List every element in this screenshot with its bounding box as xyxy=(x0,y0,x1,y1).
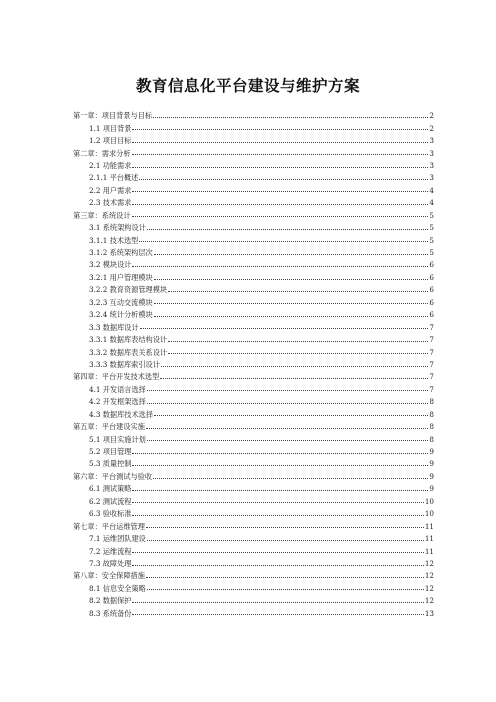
toc-dot-leader xyxy=(153,117,428,118)
toc-entry[interactable] xyxy=(73,542,434,554)
toc-entry[interactable] xyxy=(73,567,434,579)
toc-entry-page-number: 9 xyxy=(429,459,434,469)
toc-dot-leader xyxy=(132,490,428,491)
toc-entry-page-number: 12 xyxy=(424,596,434,606)
table-of-contents xyxy=(73,107,434,617)
toc-dot-leader xyxy=(132,552,423,553)
toc-dot-leader xyxy=(154,415,428,416)
toc-dot-leader xyxy=(132,465,428,466)
toc-entry[interactable] xyxy=(73,306,434,318)
toc-entry-page-number: 9 xyxy=(429,471,434,481)
toc-dot-leader xyxy=(147,390,429,391)
toc-dot-leader xyxy=(132,142,428,143)
toc-entry-label: 4.1 开发语言选择 xyxy=(89,384,146,394)
toc-dot-leader xyxy=(132,614,423,615)
toc-entry-page-number: 5 xyxy=(429,210,434,220)
toc-entry[interactable] xyxy=(73,530,434,542)
toc-entry-page-number: 6 xyxy=(429,297,434,307)
toc-entry-page-number: 7 xyxy=(429,372,434,382)
toc-entry-label: 8.3 系统备份 xyxy=(89,608,132,618)
toc-entry-label: 8.1 信息安全策略 xyxy=(89,583,146,593)
toc-entry[interactable] xyxy=(73,231,434,243)
toc-entry-page-number: 7 xyxy=(429,359,434,369)
toc-entry-label: 3.1.2 系统架构层次 xyxy=(89,248,153,258)
toc-entry[interactable] xyxy=(73,132,434,144)
toc-entry[interactable] xyxy=(73,592,434,604)
toc-entry-label: 4.2 开发框架选择 xyxy=(89,397,146,407)
toc-dot-leader xyxy=(154,254,429,255)
toc-entry-label: 3.3 数据库设计 xyxy=(89,322,139,332)
toc-dot-leader xyxy=(147,540,424,541)
toc-entry-page-number: 6 xyxy=(429,260,434,270)
toc-entry-page-number: 7 xyxy=(429,347,434,357)
toc-dot-leader xyxy=(132,453,428,454)
toc-entry[interactable] xyxy=(73,555,434,567)
toc-entry-page-number: 3 xyxy=(429,173,434,183)
toc-entry-label: 5.1 项目实施计划 xyxy=(89,434,146,444)
toc-entry-label: 第五章：平台建设实施 xyxy=(73,422,145,432)
toc-entry[interactable] xyxy=(73,381,434,393)
toc-entry-page-number: 11 xyxy=(424,521,434,531)
toc-entry-page-number: 3 xyxy=(429,148,434,158)
toc-entry[interactable] xyxy=(73,356,434,368)
toc-entry[interactable] xyxy=(73,418,434,430)
toc-dot-leader xyxy=(132,565,423,566)
toc-dot-leader xyxy=(146,527,424,528)
toc-entry[interactable] xyxy=(73,256,434,268)
toc-entry-label: 3.2.4 统计分析模块 xyxy=(89,310,153,320)
toc-entry[interactable] xyxy=(73,107,434,119)
toc-entry-label: 2.1.1 平台概述 xyxy=(89,173,139,183)
toc-entry-page-number: 3 xyxy=(429,136,434,146)
toc-entry-label: 7.3 故障处理 xyxy=(89,558,132,568)
toc-entry[interactable] xyxy=(73,580,434,592)
toc-entry-label: 第二章：需求分析 xyxy=(73,148,131,158)
toc-entry-page-number: 12 xyxy=(424,571,434,581)
toc-dot-leader xyxy=(160,378,428,379)
toc-entry-label: 第七章：平台运维管理 xyxy=(73,521,145,531)
toc-entry-label: 5.3 质量控制 xyxy=(89,459,132,469)
toc-dot-leader xyxy=(139,179,428,180)
toc-entry-page-number: 7 xyxy=(429,322,434,332)
toc-entry[interactable] xyxy=(73,480,434,492)
toc-entry[interactable] xyxy=(73,269,434,281)
toc-entry[interactable] xyxy=(73,343,434,355)
toc-entry-page-number: 4 xyxy=(429,198,434,208)
toc-dot-leader xyxy=(147,440,429,441)
toc-entry-label: 3.3.3 数据库索引设计 xyxy=(89,359,160,369)
toc-entry[interactable] xyxy=(73,144,434,156)
toc-entry-page-number: 2 xyxy=(429,111,434,121)
toc-entry-page-number: 6 xyxy=(429,285,434,295)
toc-entry-page-number: 12 xyxy=(424,558,434,568)
toc-entry[interactable] xyxy=(73,207,434,219)
toc-dot-leader xyxy=(168,291,428,292)
toc-entry[interactable] xyxy=(73,157,434,169)
toc-dot-leader xyxy=(147,589,424,590)
toc-entry[interactable] xyxy=(73,169,434,181)
toc-entry-label: 第四章：平台开发技术选型 xyxy=(73,372,160,382)
toc-entry-label: 1.2 项目目标 xyxy=(89,136,132,146)
toc-entry[interactable] xyxy=(73,368,434,380)
toc-entry[interactable] xyxy=(73,455,434,467)
toc-entry-page-number: 5 xyxy=(429,235,434,245)
toc-entry-label: 4.3 数据库技术选择 xyxy=(89,409,154,419)
toc-entry-page-number: 10 xyxy=(424,509,434,519)
toc-entry-label: 1.1 项目背景 xyxy=(89,123,132,133)
toc-entry-page-number: 5 xyxy=(429,223,434,233)
toc-entry-label: 6.3 验收标准 xyxy=(89,509,132,519)
toc-entry[interactable] xyxy=(73,517,434,529)
toc-entry-label: 第三章：系统设计 xyxy=(73,210,131,220)
toc-entry[interactable] xyxy=(73,331,434,343)
toc-entry-page-number: 6 xyxy=(429,310,434,320)
toc-dot-leader xyxy=(146,577,424,578)
toc-dot-leader xyxy=(147,229,429,230)
toc-entry-label: 3.2.2 教育资源管理模块 xyxy=(89,285,168,295)
toc-dot-leader xyxy=(168,341,428,342)
toc-entry[interactable] xyxy=(73,430,434,442)
toc-entry-page-number: 13 xyxy=(424,608,434,618)
toc-entry-label: 7.1 运维团队建设 xyxy=(89,534,146,544)
toc-entry-label: 3.1 系统架构设计 xyxy=(89,223,146,233)
toc-dot-leader xyxy=(153,478,428,479)
toc-entry[interactable] xyxy=(73,393,434,405)
toc-entry[interactable] xyxy=(73,294,434,306)
toc-entry-page-number: 5 xyxy=(429,248,434,258)
toc-dot-leader xyxy=(132,602,423,603)
toc-entry-page-number: 2 xyxy=(429,123,434,133)
toc-dot-leader xyxy=(139,241,428,242)
toc-entry[interactable] xyxy=(73,493,434,505)
toc-dot-leader xyxy=(147,403,429,404)
toc-dot-leader xyxy=(146,428,429,429)
toc-entry-label: 6.1 测试策略 xyxy=(89,484,132,494)
toc-entry[interactable] xyxy=(73,244,434,256)
toc-dot-leader xyxy=(132,266,428,267)
toc-dot-leader xyxy=(140,328,429,329)
toc-entry-label: 2.1 功能需求 xyxy=(89,160,132,170)
toc-dot-leader xyxy=(132,515,423,516)
toc-entry[interactable] xyxy=(73,182,434,194)
toc-entry-label: 3.1.1 技术选型 xyxy=(89,235,139,245)
toc-entry-label: 7.2 运维流程 xyxy=(89,546,132,556)
toc-entry[interactable] xyxy=(73,281,434,293)
toc-entry[interactable] xyxy=(73,443,434,455)
toc-entry-page-number: 8 xyxy=(429,397,434,407)
toc-entry-page-number: 8 xyxy=(429,409,434,419)
toc-entry[interactable] xyxy=(73,194,434,206)
toc-entry-page-number: 7 xyxy=(429,384,434,394)
toc-entry-page-number: 11 xyxy=(424,534,434,544)
toc-dot-leader xyxy=(132,154,429,155)
toc-dot-leader xyxy=(132,204,428,205)
toc-entry-page-number: 10 xyxy=(424,496,434,506)
toc-dot-leader xyxy=(154,303,429,304)
toc-entry-page-number: 3 xyxy=(429,160,434,170)
toc-entry-page-number: 9 xyxy=(429,484,434,494)
toc-entry-label: 3.2.3 互动交流模块 xyxy=(89,297,153,307)
toc-entry-label: 2.2 用户需求 xyxy=(89,185,132,195)
toc-entry-label: 3.2.1 用户管理模块 xyxy=(89,272,153,282)
toc-entry[interactable] xyxy=(73,219,434,231)
toc-entry-page-number: 6 xyxy=(429,272,434,282)
toc-entry-label: 第六章：平台测试与验收 xyxy=(73,471,153,481)
toc-dot-leader xyxy=(132,167,428,168)
toc-entry[interactable] xyxy=(73,468,434,480)
toc-dot-leader xyxy=(161,366,429,367)
toc-dot-leader xyxy=(168,353,428,354)
toc-entry-page-number: 9 xyxy=(429,447,434,457)
toc-entry-label: 3.3.1 数据库表结构设计 xyxy=(89,335,168,345)
toc-entry-label: 8.2 数据保护 xyxy=(89,596,132,606)
toc-entry-page-number: 8 xyxy=(429,434,434,444)
toc-dot-leader xyxy=(154,316,429,317)
toc-entry-label: 6.2 测试流程 xyxy=(89,496,132,506)
toc-dot-leader xyxy=(132,216,429,217)
toc-entry-label: 3.2 模块设计 xyxy=(89,260,132,270)
toc-entry-label: 3.3.2 数据库表关系设计 xyxy=(89,347,168,357)
toc-dot-leader xyxy=(132,129,428,130)
document-title: 教育信息化平台建设与维护方案 xyxy=(135,77,360,95)
toc-entry-page-number: 12 xyxy=(424,583,434,593)
toc-entry[interactable] xyxy=(73,318,434,330)
toc-entry-page-number: 8 xyxy=(429,422,434,432)
toc-entry-label: 5.2 项目管理 xyxy=(89,447,132,457)
toc-dot-leader xyxy=(132,502,423,503)
toc-entry-page-number: 11 xyxy=(424,546,434,556)
toc-dot-leader xyxy=(132,191,428,192)
toc-entry[interactable] xyxy=(73,119,434,131)
toc-entry-page-number: 4 xyxy=(429,185,434,195)
toc-entry-label: 2.3 技术需求 xyxy=(89,198,132,208)
toc-dot-leader xyxy=(154,279,429,280)
toc-entry[interactable] xyxy=(73,605,434,617)
toc-entry-label: 第八章：安全保障措施 xyxy=(73,571,145,581)
toc-entry-page-number: 7 xyxy=(429,335,434,345)
toc-entry[interactable] xyxy=(73,406,434,418)
toc-entry-label: 第一章：项目背景与目标 xyxy=(73,111,153,121)
toc-entry[interactable] xyxy=(73,505,434,517)
